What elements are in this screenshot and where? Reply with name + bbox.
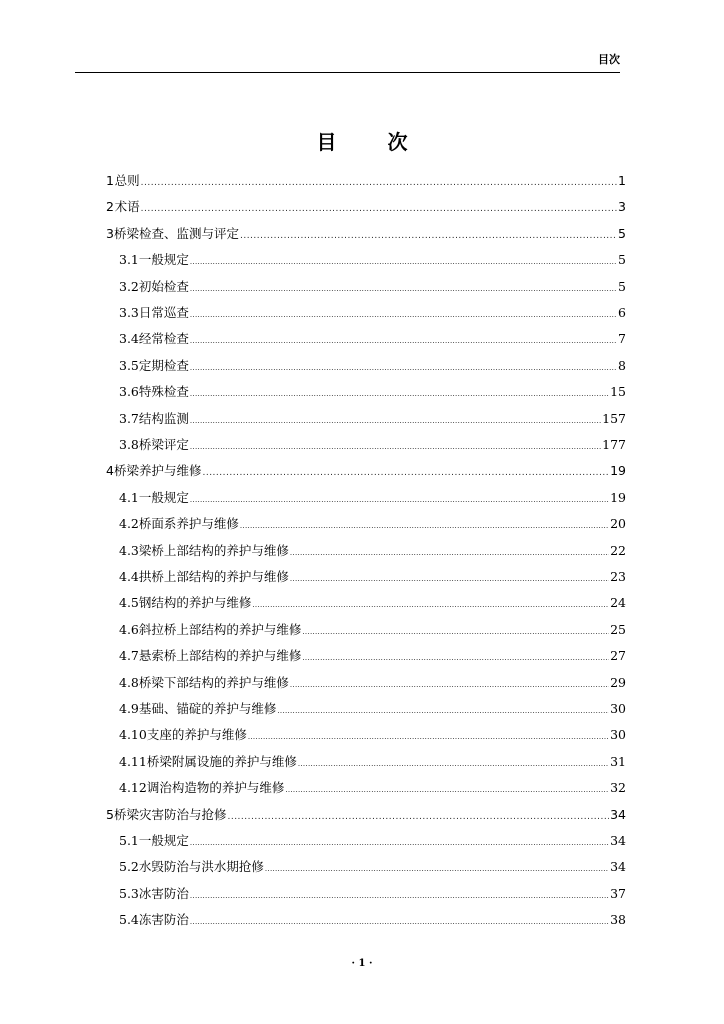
toc-entry[interactable] — [119, 329, 626, 347]
toc-entry-number: 3.6 — [119, 384, 139, 400]
toc-entry[interactable] — [119, 620, 626, 638]
toc-entry[interactable] — [119, 725, 626, 743]
toc-entry-label: 桥梁养护与维修 — [113, 463, 202, 479]
toc-entry-label: 支座的养护与维修 — [146, 727, 247, 743]
toc-entry-number: 3.3 — [119, 305, 139, 320]
toc-entry-label: 梁桥上部结构的养护与维修 — [138, 542, 289, 558]
toc-entry[interactable] — [119, 910, 626, 928]
toc-entry-number: 5 — [106, 806, 114, 822]
toc-entry-page: 22 — [610, 542, 626, 558]
toc-entry[interactable] — [119, 673, 626, 691]
toc-entry-page: 7 — [618, 331, 626, 347]
toc-entry-number: 1 — [106, 173, 114, 188]
toc-entry-page: 6 — [618, 305, 626, 320]
toc-entry-page: 32 — [610, 780, 626, 796]
toc-entry-page: 177 — [602, 437, 626, 452]
toc-entry-label: 一般规定 — [138, 252, 189, 268]
toc-entry-page: 19 — [610, 489, 626, 505]
page-title: 目 次 — [316, 130, 430, 154]
toc-entry-page: 20 — [610, 516, 626, 532]
toc-entry[interactable] — [106, 224, 626, 242]
toc-leader-dots — [277, 708, 609, 715]
toc-entry-page: 5 — [618, 252, 626, 268]
toc-entry-page: 30 — [610, 727, 626, 743]
toc-leader-dots — [190, 444, 601, 451]
toc-entry[interactable] — [119, 409, 626, 427]
page-number: · 1 · — [351, 958, 373, 969]
toc-entry-label: 冰害防治 — [138, 885, 189, 901]
toc-entry-page: 5 — [618, 225, 626, 241]
toc-entry-number: 3.2 — [119, 278, 139, 294]
running-header: 目次 — [598, 53, 620, 66]
toc-entry-number: 4.12 — [119, 780, 147, 796]
toc-entry[interactable] — [119, 277, 626, 295]
toc-entry[interactable] — [106, 171, 626, 189]
toc-entry-label: 桥梁检查、监测与评定 — [113, 225, 239, 241]
toc-leader-dots — [290, 576, 609, 583]
toc-entry-page: 5 — [618, 278, 626, 294]
toc-leader-dots — [190, 919, 609, 926]
toc-entry-label: 桥梁评定 — [138, 437, 189, 452]
toc-entry-page: 37 — [610, 885, 626, 901]
toc-entry[interactable] — [119, 488, 626, 506]
toc-leader-dots — [190, 840, 609, 847]
toc-entry-page: 23 — [610, 569, 626, 584]
toc-leader-dots — [285, 787, 609, 794]
toc-entry-number: 4.10 — [119, 727, 147, 743]
toc-entry[interactable] — [119, 752, 626, 770]
toc-entry-page: 19 — [610, 463, 626, 479]
toc-entry-page: 27 — [610, 648, 626, 664]
toc-entry-page: 25 — [610, 621, 626, 637]
toc-leader-dots — [290, 550, 609, 557]
toc-entry-page: 31 — [610, 753, 626, 769]
toc-entry-page: 29 — [610, 674, 626, 690]
toc-entry-number: 3.7 — [119, 410, 139, 426]
toc-entry-page: 38 — [610, 912, 626, 928]
toc-entry-page: 8 — [618, 357, 626, 373]
toc-entry-page: 30 — [610, 701, 626, 716]
toc-entry-page: 34 — [610, 859, 626, 875]
toc-leader-dots — [227, 813, 609, 822]
toc-entry[interactable] — [119, 831, 626, 849]
toc-entry[interactable] — [119, 567, 626, 585]
toc-entry-page: 24 — [610, 595, 626, 611]
toc-entry-page: 34 — [610, 833, 626, 848]
toc-entry-label: 斜拉桥上部结构的养护与维修 — [138, 621, 302, 637]
toc-leader-dots — [190, 259, 617, 266]
toc-entry[interactable] — [119, 857, 626, 875]
toc-entry-number: 3 — [106, 225, 114, 241]
toc-entry[interactable] — [106, 461, 626, 479]
toc-leader-dots — [248, 734, 609, 741]
toc-entry-label: 桥梁下部结构的养护与维修 — [138, 674, 289, 690]
toc-entry-number: 3.4 — [119, 331, 139, 347]
toc-entry-label: 悬索桥上部结构的养护与维修 — [138, 648, 302, 664]
toc-leader-dots — [252, 602, 609, 609]
toc-entry[interactable] — [119, 699, 626, 717]
toc-entry[interactable] — [119, 435, 626, 453]
toc-entry-number: 4.9 — [119, 701, 139, 716]
toc-leader-dots — [190, 312, 617, 319]
toc-entry-label: 桥梁附属设施的养护与维修 — [146, 753, 297, 769]
toc-leader-dots — [141, 179, 617, 188]
toc-entry-number: 4.11 — [119, 753, 147, 769]
header-rule — [75, 72, 620, 73]
toc-entry[interactable] — [119, 382, 626, 400]
toc-leader-dots — [190, 365, 617, 372]
toc-leader-dots — [190, 893, 609, 900]
toc-entry-label: 术语 — [114, 199, 140, 215]
toc-entry-label: 调治构造物的养护与维修 — [146, 780, 285, 796]
toc-entry-label: 结构监测 — [138, 410, 189, 426]
toc-entry[interactable] — [119, 778, 626, 796]
toc-entry-number: 5.1 — [119, 833, 139, 848]
toc-entry-number: 4.5 — [119, 595, 139, 611]
toc-entry-number: 5.3 — [119, 885, 139, 901]
toc-entry-number: 2 — [106, 199, 114, 215]
toc-leader-dots — [190, 338, 617, 345]
toc-entry-label: 桥梁灾害防治与抢修 — [113, 806, 227, 822]
toc-entry[interactable] — [119, 646, 626, 664]
toc-leader-dots — [240, 523, 609, 530]
toc-leader-dots — [190, 391, 609, 398]
toc-entry-number: 5.4 — [119, 912, 139, 928]
toc-leader-dots — [240, 232, 617, 241]
toc-entry[interactable] — [106, 197, 626, 215]
toc-entry-label: 定期检查 — [138, 357, 189, 373]
toc-leader-dots — [298, 761, 609, 768]
toc-entry[interactable] — [119, 884, 626, 902]
toc-entry-label: 总则 — [114, 173, 140, 188]
toc-entry[interactable] — [119, 303, 626, 321]
toc-entry-number: 4.2 — [119, 516, 139, 532]
toc-entry-label: 基础、锚碇的养护与维修 — [138, 701, 277, 716]
toc-entry[interactable] — [119, 356, 626, 374]
toc-entry[interactable] — [106, 805, 626, 823]
toc-entry-label: 一般规定 — [138, 489, 189, 505]
toc-entry-number: 3.5 — [119, 357, 139, 373]
toc-leader-dots — [302, 629, 609, 636]
toc-entry-page: 1 — [618, 173, 626, 188]
toc-entry-number: 4.4 — [119, 569, 139, 584]
toc-leader-dots — [190, 497, 609, 504]
toc-entry-number: 4.6 — [119, 621, 139, 637]
toc-leader-dots — [190, 418, 601, 425]
toc-entry[interactable] — [119, 250, 626, 268]
toc-entry-label: 一般规定 — [138, 833, 189, 848]
toc-leader-dots — [290, 682, 609, 689]
toc-entry-label: 经常检查 — [138, 331, 189, 347]
toc-entry-number: 4.1 — [119, 489, 139, 505]
toc-entry[interactable] — [119, 541, 626, 559]
toc-entry-number: 4 — [106, 463, 114, 479]
toc-leader-dots — [202, 469, 609, 478]
toc-entry-label: 冻害防治 — [138, 912, 189, 928]
toc-entry-number: 4.8 — [119, 674, 139, 690]
toc-leader-dots — [265, 866, 609, 873]
toc-entry-number: 4.7 — [119, 648, 139, 664]
toc-entry-number: 5.2 — [119, 859, 139, 875]
toc-entry-label: 日常巡查 — [138, 305, 189, 320]
toc-leader-dots — [141, 205, 617, 214]
toc-entry-page: 15 — [610, 384, 626, 400]
toc-entry-label: 初始检查 — [138, 278, 189, 294]
toc-entry-label: 水毁防治与洪水期抢修 — [138, 859, 264, 875]
toc-entry-label: 桥面系养护与维修 — [138, 516, 239, 532]
toc-entry-number: 3.1 — [119, 252, 139, 268]
toc-entry-page: 157 — [602, 410, 626, 426]
toc-entry-page: 34 — [610, 806, 626, 822]
toc-entry[interactable] — [119, 514, 626, 532]
toc-entry-label: 特殊检查 — [138, 384, 189, 400]
toc-entry[interactable] — [119, 593, 626, 611]
toc-leader-dots — [302, 655, 609, 662]
toc-entry-page: 3 — [618, 199, 626, 215]
toc-entry-number: 3.8 — [119, 437, 139, 452]
toc-entry-label: 拱桥上部结构的养护与维修 — [138, 569, 289, 584]
toc-leader-dots — [190, 286, 617, 293]
toc-entry-label: 钢结构的养护与维修 — [138, 595, 252, 611]
toc-entry-number: 4.3 — [119, 542, 139, 558]
